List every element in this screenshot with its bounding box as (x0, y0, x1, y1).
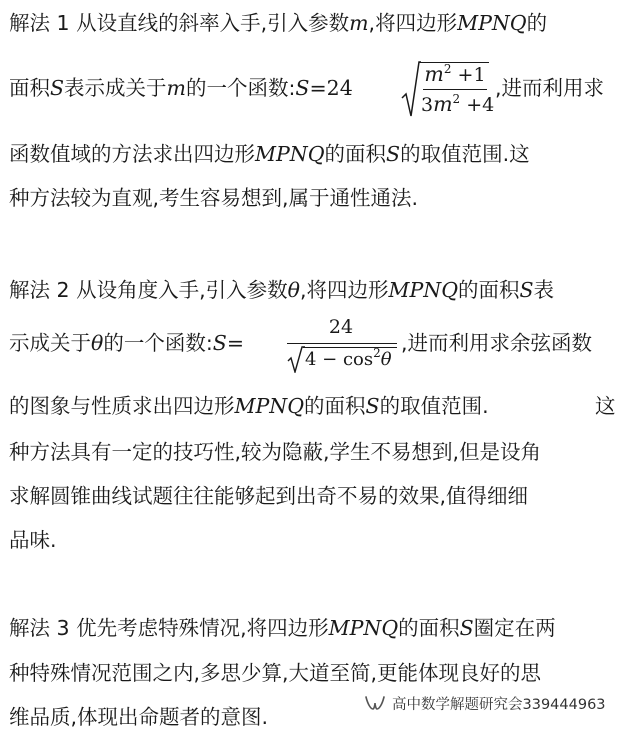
math-var: MPNQ (255, 142, 325, 166)
text: 圈定在两 (473, 616, 556, 640)
numerator: 24 (328, 316, 354, 338)
text: ,进而利用求 (495, 76, 605, 100)
m2-line-5 (9, 482, 631, 510)
text: 表示成关于 (64, 76, 167, 100)
m2-line-6 (9, 526, 631, 554)
text: 这 (595, 394, 616, 418)
math-number: 3 (421, 94, 434, 116)
radical-icon (401, 60, 421, 118)
text: 的一个函数: (103, 331, 213, 355)
m1-line-2 (9, 60, 631, 116)
text: 求解圆锥曲线试题往往能够起到出奇不易的效果,值得细细 (9, 484, 529, 508)
text: 种方法较为直观,考生容易想到,属于通性通法. (9, 186, 419, 210)
math-var: m (349, 11, 369, 35)
math-var: m (424, 62, 444, 86)
text: ,进而利用求余弦函数 (401, 331, 593, 355)
m1-line-3 (9, 140, 631, 168)
text: 的面积 (398, 616, 460, 640)
m3-line-2 (9, 659, 631, 687)
text: 表 (533, 278, 555, 302)
text: 维品质,体现出命题者的意图. (9, 705, 269, 729)
text: 品味. (9, 528, 57, 552)
watermark-text: 高中数学解题研究会339444963 (392, 696, 606, 713)
fraction (285, 312, 397, 374)
math-var: S (295, 76, 310, 100)
m2-line-1 (9, 276, 631, 304)
text: 的面积 (458, 278, 520, 302)
math-var: θ (91, 331, 104, 355)
m1-line-4 (9, 184, 631, 212)
math-var: S (459, 616, 474, 640)
radical-icon (287, 345, 305, 373)
text: 的一个函数: (186, 76, 296, 100)
m2-line-4 (9, 438, 631, 466)
text: 解法 1 从设直线的斜率入手,引入参数 (9, 11, 350, 35)
math-var: m (433, 92, 453, 116)
exponent: 2 (452, 92, 461, 106)
text: 的面积 (304, 394, 366, 418)
math-var: S (365, 394, 380, 418)
sqrt-fraction (401, 60, 495, 120)
math-var: S (50, 76, 65, 100)
math-text: +4 (460, 94, 495, 116)
math-text: +1 (451, 64, 486, 86)
text: ,将四边形 (299, 278, 389, 302)
text: 种特殊情况范围之内,多思少算,大道至简,更能体现良好的思 (9, 661, 542, 685)
text: 函数值域的方法求出四边形 (9, 142, 255, 166)
text: 种方法具有一定的技巧性,较为隐蔽,学生不易想到,但是设角 (9, 440, 542, 464)
m1-line-1 (9, 9, 631, 37)
math-text: = (226, 331, 244, 355)
m3-line-1 (9, 614, 631, 642)
math-text: 4 − cos (305, 349, 374, 370)
math-var: MPNQ (234, 394, 305, 418)
exponent: 2 (443, 62, 452, 76)
text: 的图象与性质求出四边形 (9, 394, 235, 418)
math-var: S (386, 142, 401, 166)
math-var: θ (380, 349, 392, 370)
wechat-channel-icon (364, 693, 386, 713)
watermark (364, 689, 610, 717)
text: 的 (526, 11, 548, 35)
math-var: MPNQ (388, 278, 458, 302)
text: ,将四边形 (368, 11, 458, 35)
math-var: S (519, 278, 534, 302)
math-var: θ (287, 278, 300, 302)
math-var: m (166, 76, 186, 100)
text: 的取值范围.这 (400, 142, 530, 166)
text: 示成关于 (9, 331, 91, 355)
math-var: MPNQ (328, 616, 399, 640)
math-var: MPNQ (457, 11, 527, 35)
text: 的面积 (324, 142, 387, 166)
text: 解法 3 优先考虑特殊情况,将四边形 (9, 616, 329, 640)
text: 面积 (9, 76, 50, 100)
m2-line-3 (9, 392, 631, 420)
math-var: S (212, 331, 227, 355)
exponent: 2 (373, 346, 381, 360)
text: 解法 2 从设角度入手,引入参数 (9, 278, 288, 302)
math-number: =24 (309, 76, 353, 100)
m2-line-2 (9, 312, 631, 374)
text: 的取值范围. (379, 394, 489, 418)
